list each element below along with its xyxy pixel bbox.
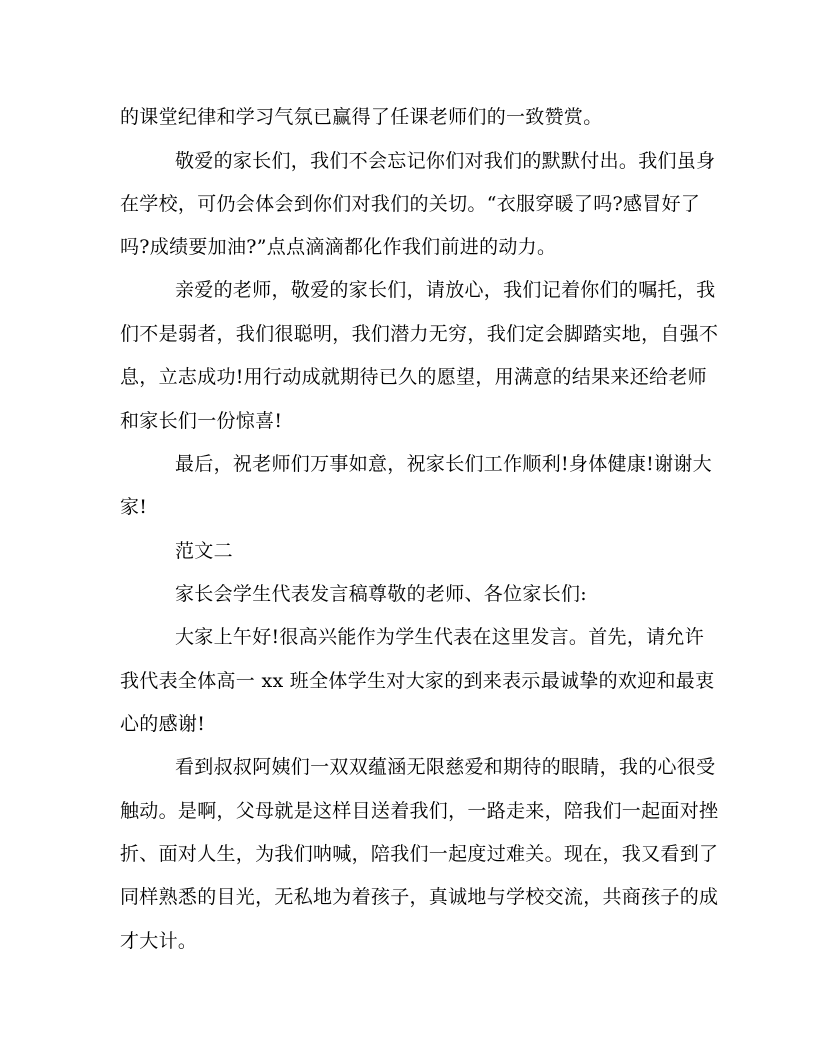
text-line: 才大计。 [120,930,198,952]
text-line: 同样熟悉的目光，无私地为着孩子，真诚地与学校交流，共商孩子的成 [120,886,719,908]
section-heading: 范文二 [175,540,233,562]
text-line: 家! [120,496,148,518]
text-line: 看到叔叔阿姨们一双双蕴涵无限慈爱和期待的眼睛，我的心很受 [175,756,716,778]
text-line: 们不是弱者，我们很聪明，我们潜力无穷，我们定会脚踏实地，自强不 [120,323,719,345]
text-line: 和家长们一份惊喜! [120,410,283,432]
text-line: 敬爱的家长们，我们不会忘记你们对我们的默默付出。我们虽身 [175,150,716,172]
text-line: 我代表全体高一 xx 班全体学生对大家的到来表示最诚挚的欢迎和最衷 [120,670,715,692]
text-line: 吗?成绩要加油?”点点滴滴都化作我们前进的动力。 [120,236,557,258]
text-line: 在学校，可仍会体会到你们对我们的关切。“衣服穿暖了吗?感冒好了 [120,193,701,215]
text-line: 折、面对人生，为我们呐喊，陪我们一起度过难关。现在，我又看到了 [120,843,719,865]
text-line: 亲爱的老师，敬爱的家长们，请放心，我们记着你们的嘱托，我 [175,279,716,301]
text-line: 触动。是啊，父母就是这样目送着我们，一路走来，陪我们一起面对挫 [120,800,719,822]
text-line: 家长会学生代表发言稿尊敬的老师、各位家长们: [175,583,588,605]
text-line: 心的感谢! [120,713,206,735]
text-line: 最后，祝老师们万事如意，祝家长们工作顺利!身体健康!谢谢大 [175,453,712,475]
text-line: 息，立志成功!用行动成就期待已久的愿望，用满意的结果来还给老师 [120,366,707,388]
text-line: 的课堂纪律和学习气氛已赢得了任课老师们的一致赞赏。 [120,106,603,128]
text-line: 大家上午好!很高兴能作为学生代表在这里发言。首先，请允许 [175,626,705,648]
